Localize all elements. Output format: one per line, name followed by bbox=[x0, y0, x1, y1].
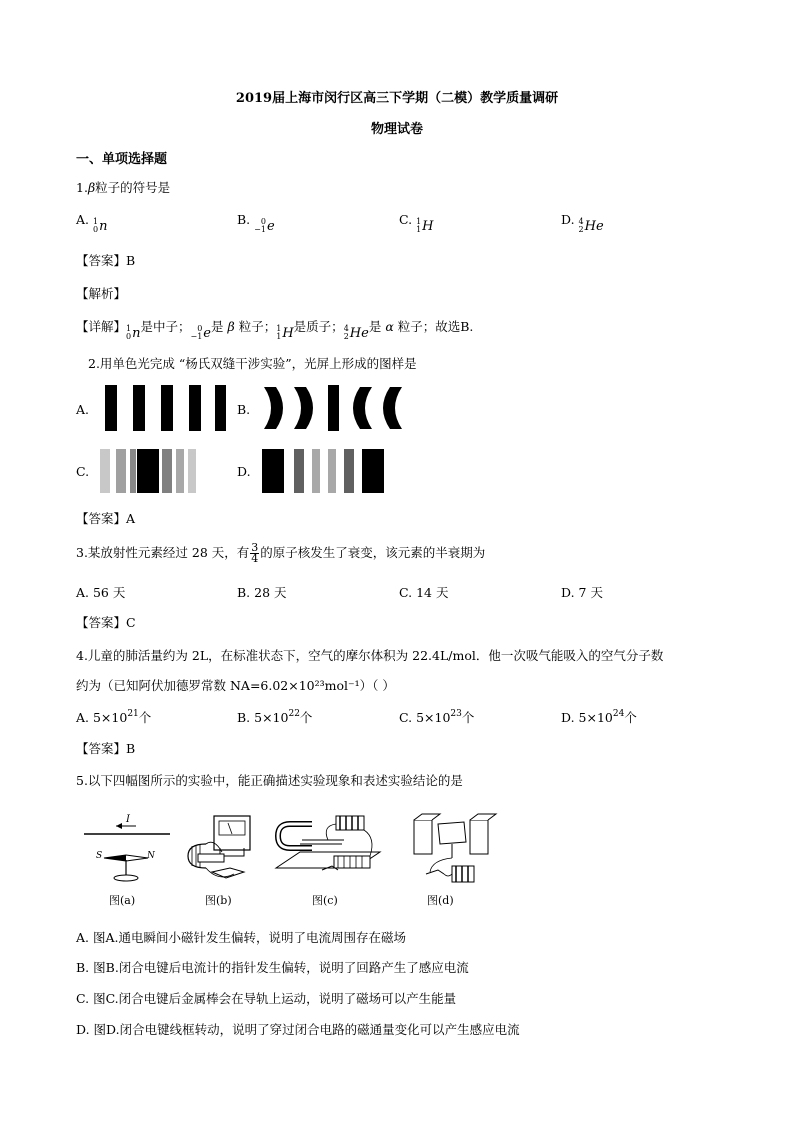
fringe bbox=[130, 449, 136, 493]
mass-number: 4 bbox=[578, 217, 584, 226]
detail-text: 粒子； bbox=[238, 319, 277, 334]
rheostat bbox=[334, 856, 370, 868]
fringe bbox=[328, 449, 336, 493]
fringe bbox=[312, 449, 320, 493]
q3-stem bbox=[76, 543, 485, 564]
charge-number: −1 bbox=[254, 225, 266, 234]
fraction-three-quarters bbox=[250, 543, 259, 564]
figure-a-s-label: S bbox=[96, 851, 103, 861]
unit: 个 bbox=[624, 710, 637, 725]
unit: 个 bbox=[461, 710, 475, 725]
fringe bbox=[133, 385, 145, 431]
q5-stem: 5.以下四幅图所示的实验中，能正确描述实验现象和表述实验结论的是 bbox=[76, 773, 463, 788]
q5-option-a: A. 图A.通电瞬间小磁针发生偏转，说明了电流周围存在磁场 bbox=[76, 930, 406, 945]
fringe bbox=[328, 385, 339, 431]
charge-number: 0 bbox=[126, 332, 132, 341]
nuclide-symbol: He bbox=[349, 325, 369, 341]
q1-stem bbox=[76, 178, 170, 196]
q2-stem: 2.用单色光完成 “杨氏双缝干涉实验”，光屏上形成的图样是 bbox=[88, 356, 417, 371]
q1-option-b bbox=[237, 212, 275, 234]
curved-fringe bbox=[294, 387, 313, 429]
document-subtitle: 物理试卷 bbox=[370, 122, 423, 137]
fringe bbox=[188, 449, 196, 493]
q3-option-b: B. 28 天 bbox=[237, 585, 287, 600]
option-text: C. 5×10 bbox=[399, 710, 451, 725]
document-title: 2019届上海市闵行区高三下学期（二模）教学质量调研 bbox=[235, 91, 559, 106]
fringe bbox=[116, 449, 126, 493]
charge-number: 0 bbox=[93, 225, 99, 234]
option-text: D. 5×10 bbox=[561, 710, 613, 725]
magnet-pole-right bbox=[470, 820, 488, 854]
q5-option-d: D. 图D.闭合电键线框转动，说明了穿过闭合电路的磁通量变化可以产生感应电流 bbox=[76, 1022, 520, 1037]
denominator: 4 bbox=[251, 552, 259, 565]
charge-number: 2 bbox=[578, 225, 584, 234]
figure-d-caption: 图(d) bbox=[427, 894, 454, 907]
detail-text: 粒子；故选B. bbox=[397, 319, 474, 334]
wire-frame bbox=[438, 822, 466, 844]
numerator: 3 bbox=[251, 541, 259, 554]
figure-b-caption: 图(b) bbox=[205, 894, 232, 907]
curved-fringe bbox=[383, 387, 402, 429]
q2-option-a-label: A. bbox=[76, 402, 90, 417]
option-text: B. 5×10 bbox=[237, 710, 289, 725]
fringe bbox=[215, 385, 226, 431]
exponent: 24 bbox=[612, 709, 625, 719]
fringe bbox=[362, 449, 384, 493]
exponent: 22 bbox=[288, 709, 300, 719]
nuclide-symbol: n bbox=[132, 325, 141, 341]
q2-answer: 【答案】A bbox=[76, 511, 136, 526]
q1-option-a bbox=[76, 212, 107, 234]
q1-stem-text: 粒子的符号是 bbox=[95, 180, 171, 195]
central-fringe bbox=[137, 449, 159, 493]
detail-text: 是 bbox=[368, 319, 382, 334]
beta-symbol: β bbox=[87, 180, 96, 195]
q2-option-c-label: C. bbox=[76, 464, 90, 479]
option-label: C. bbox=[399, 212, 413, 227]
nuclide-neutron-inline bbox=[126, 325, 140, 341]
q4-option-d bbox=[561, 708, 637, 726]
nuclide-symbol: H bbox=[282, 325, 294, 341]
q1-option-d bbox=[561, 212, 604, 234]
bar-magnet bbox=[198, 854, 224, 862]
nuclide-electron-inline bbox=[191, 325, 212, 341]
wire bbox=[430, 858, 452, 872]
detail-text: 是中子； bbox=[140, 319, 191, 334]
mass-number: 0 bbox=[260, 217, 266, 226]
fringe bbox=[294, 449, 304, 493]
q4-stem-line2: 约为（已知阿伏加德罗常数 NA=6.02×10²³mol⁻¹）（ ） bbox=[76, 678, 395, 693]
detail-text: 是 bbox=[211, 319, 224, 334]
fringe bbox=[161, 385, 173, 431]
q3-option-c: C. 14 天 bbox=[399, 585, 449, 600]
unit: 个 bbox=[138, 710, 152, 725]
q2-option-b-label: B. bbox=[237, 402, 251, 417]
option-label: A. bbox=[76, 212, 90, 227]
switch bbox=[426, 870, 444, 874]
wire bbox=[326, 824, 336, 840]
nuclide-proton-inline bbox=[276, 325, 293, 341]
figure-c-caption: 图(c) bbox=[312, 894, 338, 907]
beta-symbol: β bbox=[227, 319, 235, 334]
fringe bbox=[189, 385, 201, 431]
section-heading: 一、单项选择题 bbox=[76, 152, 168, 167]
exponent: 23 bbox=[450, 709, 462, 719]
detail-heading: 【详解】 bbox=[76, 319, 127, 334]
q3-stem-text: 3.某放射性元素经过 28 天，有 bbox=[76, 545, 250, 560]
arrowhead bbox=[116, 823, 122, 829]
needle-half bbox=[104, 855, 126, 861]
mass-number: 1 bbox=[126, 324, 132, 333]
nuclide-symbol: He bbox=[584, 218, 604, 234]
q2-option-d-label: D. bbox=[237, 464, 251, 479]
charge-number: 1 bbox=[416, 225, 422, 234]
fringe bbox=[344, 449, 354, 493]
fringe bbox=[105, 385, 117, 431]
q1-option-c bbox=[399, 212, 434, 234]
fringe bbox=[262, 449, 284, 493]
q4-option-c bbox=[399, 708, 474, 726]
charge-number: 2 bbox=[343, 332, 349, 341]
q4-option-b bbox=[237, 708, 312, 726]
nuclide-symbol: n bbox=[99, 218, 108, 234]
nuclide-helium-inline bbox=[344, 325, 369, 341]
option-text: A. 5×10 bbox=[76, 710, 128, 725]
q1-detail bbox=[76, 317, 473, 341]
fringe bbox=[176, 449, 184, 493]
figure-a-n-label: N bbox=[147, 851, 155, 861]
fringe bbox=[162, 449, 172, 493]
unit: 个 bbox=[299, 710, 313, 725]
figure-c-rail-motor bbox=[272, 812, 382, 890]
figure-a-caption: 图(a) bbox=[109, 894, 136, 907]
figure-a-current-label: I bbox=[126, 814, 130, 825]
nuclide-symbol: e bbox=[266, 218, 275, 234]
magnet-pole-left bbox=[414, 820, 432, 854]
stand-base bbox=[114, 875, 138, 881]
q5-option-c: C. 图C.闭合电键后金属棒会在导轨上运动，说明了磁场可以产生能量 bbox=[76, 991, 457, 1006]
charge-number: 1 bbox=[276, 332, 282, 341]
alpha-symbol: α bbox=[385, 319, 394, 334]
mass-number: 1 bbox=[276, 324, 282, 333]
detail-text: 是质子； bbox=[293, 319, 344, 334]
nuclide-neutron bbox=[93, 218, 107, 234]
q1-answer: 【答案】B bbox=[76, 253, 136, 268]
mass-number: 1 bbox=[93, 217, 99, 226]
pattern-d-edge-dark bbox=[262, 449, 386, 493]
pattern-a-uniform-fringes bbox=[102, 385, 226, 431]
option-label: B. bbox=[237, 212, 251, 227]
mass-number: 0 bbox=[197, 324, 203, 333]
pattern-b-curved-fringes bbox=[262, 385, 406, 431]
nuclide-helium bbox=[579, 218, 604, 234]
q3-stem-text: 的原子核发生了衰变，该元素的半衰期为 bbox=[260, 545, 486, 560]
nuclide-symbol: e bbox=[203, 325, 211, 341]
nuclide-proton bbox=[416, 218, 433, 234]
q3-answer: 【答案】C bbox=[76, 615, 136, 630]
q4-option-a bbox=[76, 708, 151, 726]
magnet-pole-top bbox=[470, 814, 496, 820]
figure-b-galvanometer bbox=[178, 812, 268, 890]
q5-option-b: B. 图B.闭合电键后电流计的指针发生偏转，说明了回路产生了感应电流 bbox=[76, 960, 469, 975]
nuclide-symbol: H bbox=[422, 218, 434, 234]
q3-option-d: D. 7 天 bbox=[561, 585, 603, 600]
magnet-pole-top bbox=[414, 814, 440, 820]
figure-d-rotating-frame bbox=[408, 812, 498, 892]
q3-option-a: A. 56 天 bbox=[76, 585, 126, 600]
q1-number: 1. bbox=[76, 180, 88, 195]
q4-answer: 【答案】B bbox=[76, 741, 136, 756]
q4-stem-line1: 4.儿童的肺活量约为 2L，在标准状态下，空气的摩尔体积为 22.4L/mol．他一次吸气能吸入的空气分子数 bbox=[76, 648, 664, 663]
pattern-c-center-bright bbox=[100, 449, 196, 493]
wire bbox=[444, 874, 452, 876]
exponent: 21 bbox=[127, 709, 139, 719]
mass-number: 1 bbox=[416, 217, 422, 226]
curved-fringe bbox=[264, 387, 283, 429]
charge-number: −1 bbox=[190, 332, 203, 341]
option-label: D. bbox=[561, 212, 575, 227]
curved-fringe bbox=[353, 387, 372, 429]
q1-analysis: 【解析】 bbox=[76, 286, 127, 301]
mass-number: 4 bbox=[343, 324, 349, 333]
nuclide-electron bbox=[254, 218, 275, 234]
fringe bbox=[100, 449, 110, 493]
